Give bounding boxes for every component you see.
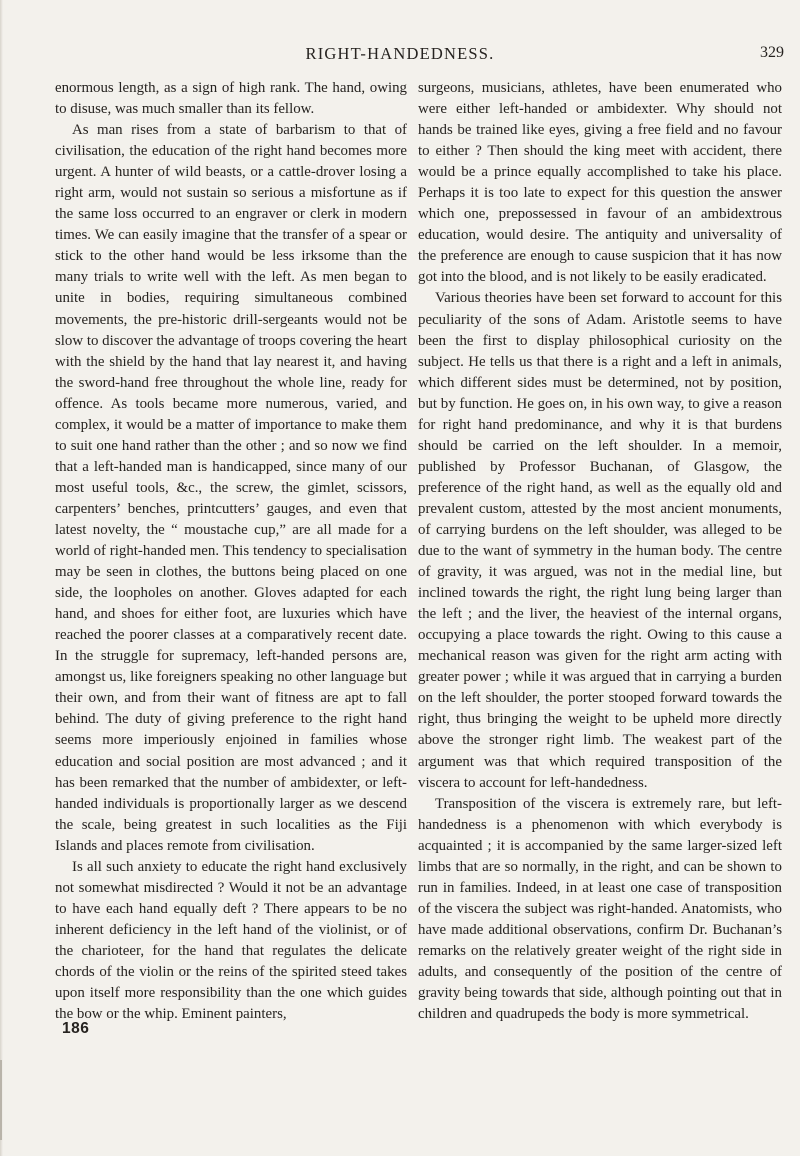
signature-mark: 186 bbox=[62, 1020, 90, 1037]
page-fold-shadow bbox=[0, 0, 3, 1156]
running-head: RIGHT-HANDEDNESS. bbox=[305, 44, 495, 63]
paragraph: Is all such anxiety to educate the right hand exclusively not somewhat misdirected ? Would it not be an advantage to have each hand equally deft ? There appears to be no inherent deficiency in the left hand of the violinist, or of the charioteer, for the hand that regulates the delicate chords of the violin or the reins of the spirited steed takes upon itself more responsibility than the one which guides the bow or the whip. Eminent painters, bbox=[55, 858, 407, 1023]
left-column bbox=[55, 78, 407, 1025]
page-number: 329 bbox=[760, 44, 784, 61]
right-column bbox=[418, 78, 782, 1025]
paragraph: enormous length, as a sign of high rank. The hand, owing to disuse, was much smaller than its fellow. bbox=[55, 80, 407, 118]
page-header bbox=[0, 44, 800, 70]
paragraph: Various theories have been set forward to account for this peculiarity of the sons of Adam. Aristotle seems to have been the first to display philosophical curiosity on the subject. He tells us that there is a right and a left in animals, which different sides must be determined, not by position, but by function. He goes on, in his own way, to give a reason for right hand predominance, and why it is that burdens should be carried on the left shoulder. In a memoir, published by Professor Buchanan, of Glasgow, the preference of the right hand, as well as the equally old and prevalent custom, attested by the most ancient monuments, of carrying burdens on the left shoulder, was alleged to be due to the want of symmetry in the human body. The centre of gravity, it was argued, was not in the medial line, but inclined towards the right, the right lung being larger than the left ; and the liver, the heaviest of the internal organs, occupying a place towards the right. Owing to this cause a mechanical reason was given for the right arm acting with greater power ; while it was argued that in carrying a burden on the left shoulder, the porter stooped forward towards the right, thus bringing the weight to be upheld more directly above the stronger right limb. The weakest part of the argument was that which required transposition of the viscera to account for left-handedness. bbox=[418, 290, 782, 791]
paragraph: Transposition of the viscera is extremely rare, but left-handedness is a phenomenon with which everybody is acquainted ; it is accompanied by the same larger-sized left limbs that are so normally, in the right, and can be shown to run in families. Indeed, in at least one case of transposition of the viscera the subject was right-handed. Anatomists, who have made additional observations, confirm Dr. Buchanan’s remarks on the relatively greater weight of the right side in adults, and consequently of the position of the centre of gravity being towards that side, although pointing out that in children and quadrupeds the body is more symmetrical. bbox=[418, 795, 782, 1023]
page-edge-mark bbox=[0, 1060, 2, 1140]
paragraph: As man rises from a state of barbarism to that of civilisation, the education of the right hand becomes more urgent. A hunter of wild beasts, or a cattle-drover losing a right arm, would not sustain so serious a misfortune as if the same loss occurred to an engraver or clerk in modern times. We can easily imagine that the transfer of a spear or stick to the other hand would be less irksome than the many trials to write well with the left. As men began to unite in bodies, requiring simultaneous combined movements, the pre-historic drill-sergeants would not be slow to discover the advantage of troops covering the heart with the shield by the hand that lay nearest it, and having the sword-hand free throughout the whole line, ready for offence. As tools became more numerous, varied, and complex, it would be a matter of importance to make them to suit one hand rather than the other ; and so now we find that a left-handed man is handicapped, since many of our most useful tools, &c., the screw, the gimlet, scissors, carpenters’ benches, printcutters’ gauges, and even that latest novelty, the “ moustache cup,” are all made for a world of right-handed men. This tendency to specialisation may be seen in clothes, the buttons being placed on one side, the loopholes on another. Gloves adapted for each hand, and shoes for either foot, are luxuries which have reached the poorer classes at a comparatively recent date. In the struggle for supremacy, left-handed persons are, amongst us, like foreigners speaking no other language but their own, and from their want of fitness are apt to fall behind. The duty of giving preference to the right hand seems more imperiously enjoined in families whose education and social position are most advanced ; and it has been remarked that the number of ambidexter, or left-handed individuals is proportionally larger as we descend the scale, being greatest in such localities as the Fiji Islands and places remote from civilisation. bbox=[55, 122, 407, 854]
paragraph: surgeons, musicians, athletes, have been enumerated who were either left-handed or ambidexter. Why should not hands be trained like eyes, giving a free field and no favour to either ? Then should the king meet with accident, there would be a prince equally accomplished to take his place. Perhaps it is too late to expect for this question the answer which one, prepossessed in favour of an ambidextrous education, would desire. The antiquity and universality of the preference are enough to cause suspicion that it has now got into the blood, and is not likely to be easily eradicated. bbox=[418, 80, 782, 286]
